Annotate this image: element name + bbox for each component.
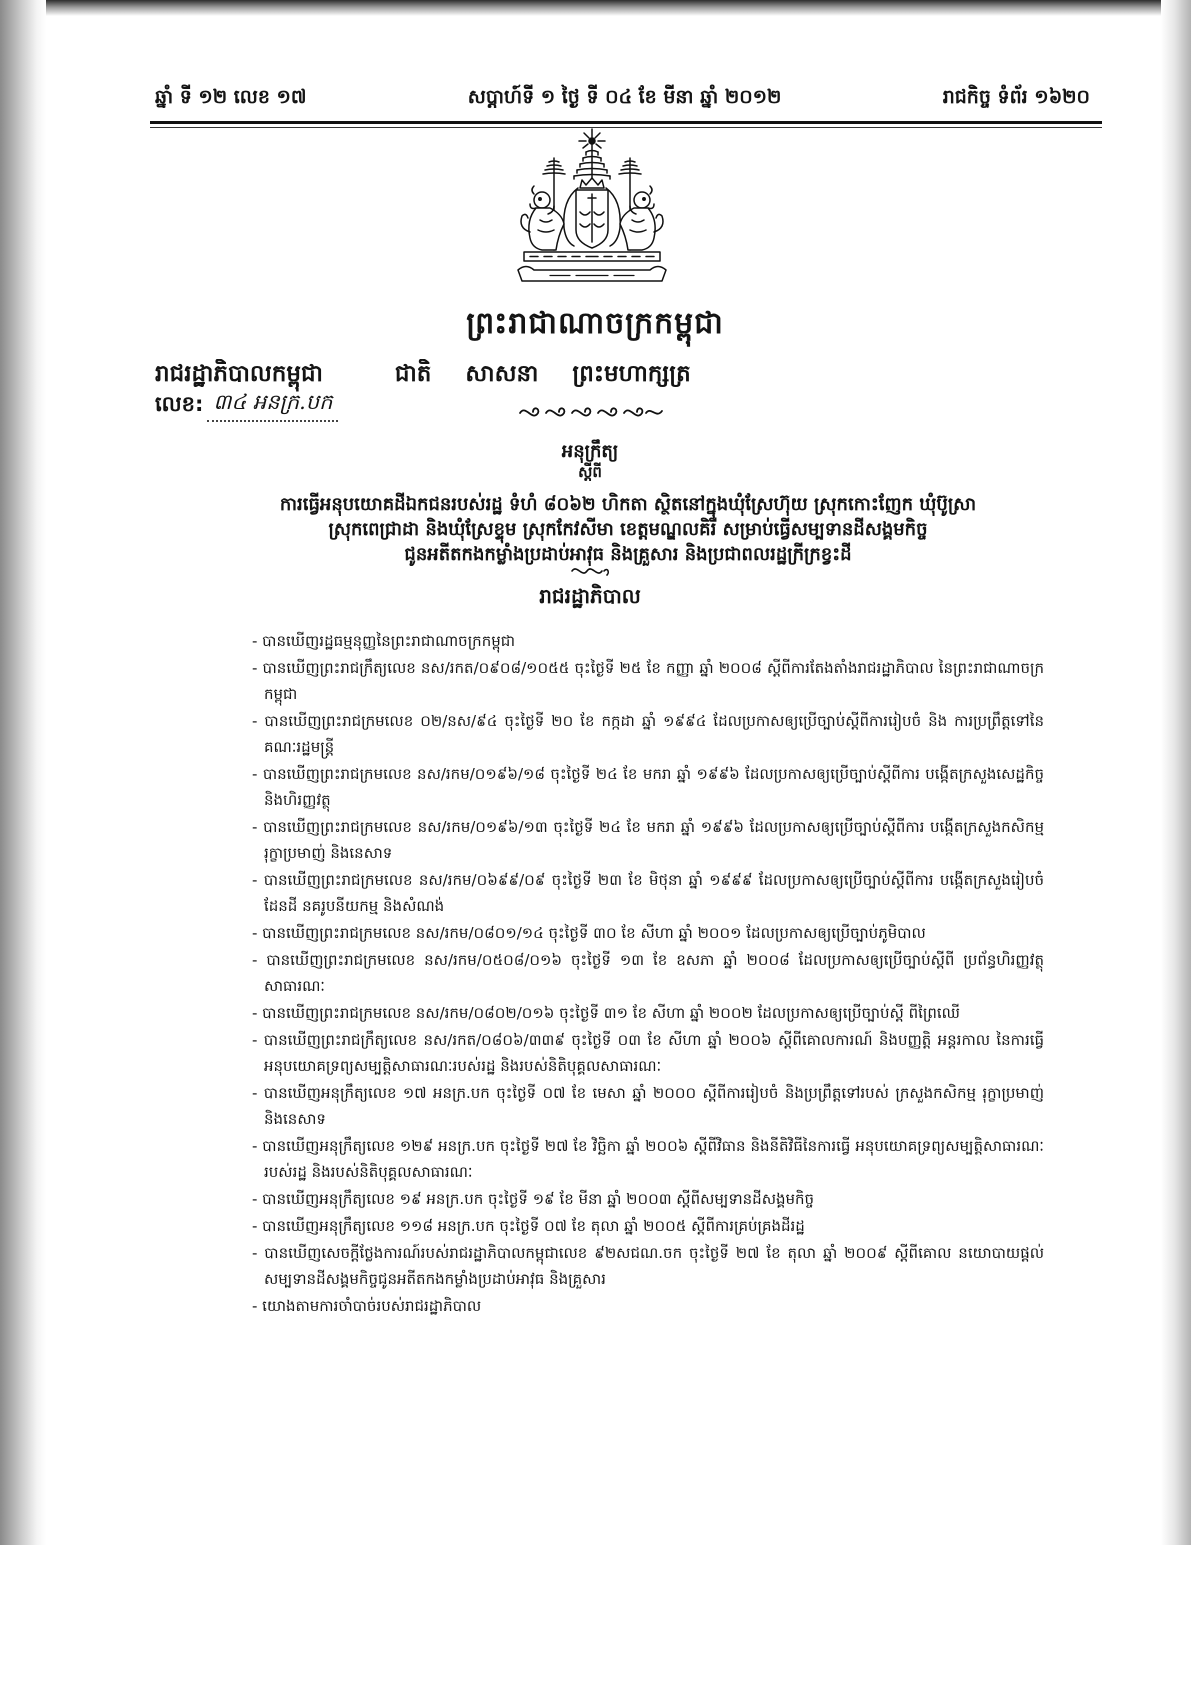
- document-subject: [178, 492, 1078, 567]
- gazette-header: [155, 84, 1090, 114]
- list-item: - បានឃើញព្រះរាជក្រមលេខ នស/រកម/០៦៩៩/០៩ ចុះថ្ងៃទី ២៣ ខែ មិថុនា ឆ្នាំ ១៩៩៩ ដែលប្រកាសឲ្យប្រើច្បាប់ស្តីពីការ បង្កើតក្រសួងរៀបចំដែនដី នគរូបនីយកម្ម និងសំណង់: [252, 871, 1044, 915]
- list-item: - បានឃើញអនុក្រឹត្យលេខ ១៧ អនក្រ.បក ចុះថ្ងៃទី ០៧ ខែ មេសា ឆ្នាំ ២០០០ ស្តីពីការរៀបចំ និងប្រព្រឹត្តទៅរបស់ ក្រសួងកសិកម្ម រុក្ខាប្រមាញ់ និងនេសាទ: [252, 1084, 1044, 1128]
- gazette-year-issue: ឆ្នាំ ទី ១២ លេខ ១៧: [155, 86, 307, 108]
- scan-shadow-right: [1161, 0, 1191, 1545]
- list-item: - បានឃើញព្រះរាជក្រមលេខ ០២/នស/៩៤ ចុះថ្ងៃទី ២០ ខែ កក្កដា ឆ្នាំ ១៩៩៤ ដែលប្រកាសឲ្យប្រើច្បាប់ស្តីពីការរៀបចំ និង ការប្រព្រឹត្តទៅនៃគណៈរដ្ឋមន្ត្រី: [252, 712, 1044, 756]
- reference-value-handwritten: ៣៤ អនក្រ.បក: [207, 389, 338, 422]
- gazette-page-number: រាជកិច្ច ទំព័រ ១៦២០: [942, 86, 1090, 108]
- subject-line: ការធ្វើអនុបយោគដីឯកជនរបស់រដ្ឋ ទំហំ ៨០៦២ ហិកតា ស្ថិតនៅក្នុងឃុំស្រែហ៊ុយ ស្រុកកោះញែក ឃុំប៊ូស្រា: [279, 494, 977, 515]
- list-item: - បានឃើញព្រះរាជក្រមលេខ នស/រកម/០៨០១/១៤ ចុះថ្ងៃទី ៣០ ខែ សីហា ឆ្នាំ ២០០១ ដែលប្រកាសឲ្យប្រើច្បាប់ភូមិបាល: [252, 924, 926, 942]
- royal-coat-of-arms-icon: [512, 128, 672, 288]
- list-item: - បានឃើញអនុក្រឹត្យលេខ ១២៩ អនក្រ.បក ចុះថ្ងៃទី ២៧ ខែ វិច្ឆិកា ឆ្នាំ ២០០៦ ស្តីពីវិធាន និងនីតិវិធីនៃការធ្វើ អនុបយោគទ្រព្យសម្បត្តិសាធារណៈរបស់រដ្ឋ និងរបស់និតិបុគ្គលសាធារណៈ: [252, 1137, 1044, 1181]
- ornament-divider-icon: [516, 401, 668, 423]
- motto-king: ព្រះមហាក្សត្រ: [572, 360, 691, 387]
- list-item: - យោងតាមការចាំបាច់របស់រាជរដ្ឋាភិបាល: [252, 1297, 482, 1315]
- document-type: អនុក្រឹត្យ: [561, 441, 619, 462]
- reference-number: [155, 392, 338, 422]
- list-item: - បានឃើញព្រះរាជក្រមលេខ នស/រកម/០៥០៨/០១៦ ចុះថ្ងៃទី ១៣ ខែ ឧសភា ឆ្នាំ ២០០៨ ដែលប្រកាសឲ្យប្រើច្បាប់ស្តីពី ប្រព័ន្ធហិរញ្ញវត្ថុសាធារណៈ: [252, 951, 1044, 995]
- list-item: - បានឃើញព្រះរាជក្រឹត្យលេខ នស/រកត/០៩០៨/១០៥៥ ចុះថ្ងៃទី ២៥ ខែ កញ្ញា ឆ្នាំ ២០០៨ ស្តីពីការតែងតាំងរាជរដ្ឋាភិបាល នៃព្រះរាជាណាចក្រកម្ពុជា: [252, 659, 1044, 703]
- kingdom-title: ព្រះរាជាណាចក្រកម្ពុជា: [466, 306, 724, 341]
- list-item: - បានឃើញព្រះរាជក្រមលេខ នស/រកម/០១៩៦/១៨ ចុះថ្ងៃទី ២៤ ខែ មករា ឆ្នាំ ១៩៩៦ ដែលប្រកាសឲ្យប្រើច្បាប់ស្តីពីការ បង្កើតក្រសួងសេដ្ឋកិច្ច និងហិរញ្ញវត្ថុ: [252, 765, 1044, 809]
- national-motto: [395, 360, 691, 393]
- list-item: - បានឃើញសេចក្តីថ្លែងការណ៍របស់រាជរដ្ឋាភិបាលកម្ពុជាលេខ ៩២សជណ.ចក ចុះថ្ងៃទី ២៧ ខែ តុលា ឆ្នាំ ២០០៩ ស្តីពីគោល នយោបាយផ្តល់សម្បទានដីសង្គមកិច្ចជូនអតីតកងកម្លាំងប្រដាប់អាវុធ និងគ្រួសារ: [252, 1244, 1044, 1288]
- motto-religion: សាសនា: [465, 360, 539, 387]
- issuing-authority: រាជរដ្ឋាភិបាលកម្ពុជា: [155, 360, 323, 387]
- list-item: - បានឃើញព្រះរាជក្រមលេខ នស/រកម/០១៩៦/១៣ ចុះថ្ងៃទី ២៤ ខែ មករា ឆ្នាំ ១៩៩៦ ដែលប្រកាសឲ្យប្រើច្បាប់ស្តីពីការ បង្កើតក្រសួងកសិកម្ម រុក្ខាប្រមាញ់ និងនេសាទ: [252, 818, 1044, 862]
- list-item: - បានឃើញរដ្ឋធម្មនុញ្ញនៃព្រះរាជាណាចក្រកម្ពុជា: [252, 632, 516, 650]
- scan-shadow-left: [0, 0, 46, 1545]
- reference-label: លេខ:: [155, 392, 204, 416]
- issuer-row: [155, 359, 1085, 393]
- list-item: - បានឃើញអនុក្រឹត្យលេខ ១៩ អនក្រ.បក ចុះថ្ងៃទី ១៩ ខែ មីនា ឆ្នាំ ២០០៣ ស្តីពីសម្បទានដីសង្គមកិច្ច: [252, 1190, 815, 1208]
- gazette-date: សប្តាហ៍ទី ១ ថ្ងៃ ទី ០៤ ខែ មីនា ឆ្នាំ ២០១២: [467, 86, 782, 108]
- subject-line: ជូនអតីតកងកម្លាំងប្រដាប់អាវុធ និងគ្រួសារ និងប្រជាពលរដ្ឋក្រីក្រខ្វះដី: [404, 544, 852, 565]
- government-heading: រាជរដ្ឋាភិបាល: [539, 584, 641, 608]
- list-item: - បានឃើញព្រះរាជក្រឹត្យលេខ នស/រកត/០៨០៦/៣៣៩ ចុះថ្ងៃទី ០៣ ខែ សីហា ឆ្នាំ ២០០៦ ស្តីពីគោលការណ៍ និងបញ្ញត្តិ អន្តរកាល នៃការធ្វើអនុបយោគទ្រព្យសម្បត្តិសាធារណៈរបស់រដ្ឋ និងរបស់និតិបុគ្គលសាធារណៈ: [252, 1031, 1044, 1075]
- header-rule-thick: [150, 121, 1102, 124]
- list-item: - បានឃើញអនុក្រឹត្យលេខ ១១៨ អនក្រ.បក ចុះថ្ងៃទី ០៧ ខែ តុលា ឆ្នាំ ២០០៥ ស្តីពីការគ្រប់គ្រងដីរដ្ឋ: [252, 1217, 805, 1235]
- motto-nation: ជាតិ: [394, 360, 432, 387]
- subject-prefix: ស្តីពី: [578, 463, 602, 481]
- considerations-list: [252, 628, 1044, 1320]
- scan-shadow-top: [0, 0, 1191, 16]
- list-item: - បានឃើញព្រះរាជក្រមលេខ នស/រកម/០៨០២/០១៦ ចុះថ្ងៃទី ៣១ ខែ សីហា ឆ្នាំ ២០០២ ដែលប្រកាសឲ្យប្រើច្បាប់ស្តី ពីព្រៃឈើ: [252, 1004, 960, 1022]
- subject-line: ស្រុកពេជ្រាដា និងឃុំស្រែខ្ទុម ស្រុកកែវសីមា ខេត្តមណ្ឌលគិរី សម្រាប់ធ្វើសម្បទានដីសង្គមកិច្ច: [328, 519, 928, 540]
- small-ornament-icon: [568, 562, 614, 578]
